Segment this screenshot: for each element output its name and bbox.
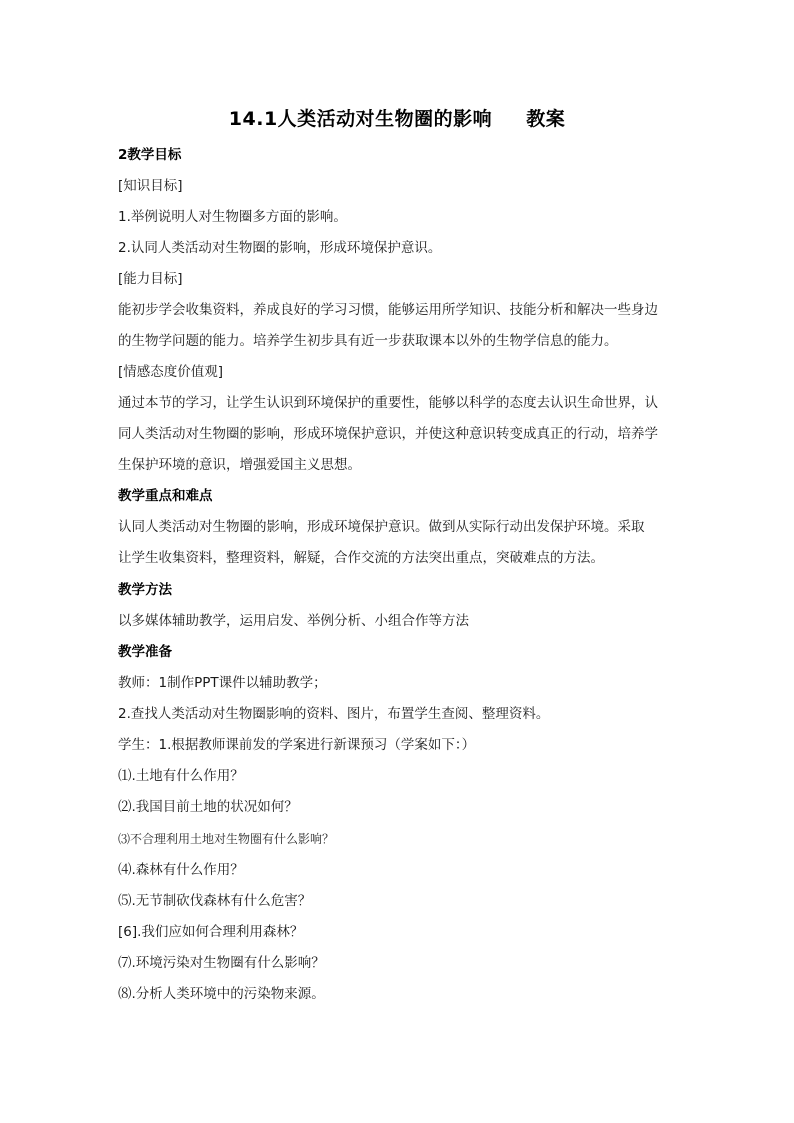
document-title-main: 14.1人类活动对生物圈的影响 xyxy=(228,108,493,130)
list-item: [6].我们应如何合理利用森林？ xyxy=(118,924,304,940)
heading-teaching-methods: 教学方法 xyxy=(118,582,172,598)
paragraph-line: 1.举例说明人对生物圈多方面的影响。 xyxy=(118,209,347,225)
list-item: ⑷.森林有什么作用？ xyxy=(118,862,244,878)
paragraph-line: 通过本节的学习，让学生认识到环境保护的重要性，能够以科学的态度去认识生命世界，认 xyxy=(118,395,658,411)
subheading-ability-goals: [能力目标] xyxy=(118,271,183,287)
paragraph-line: 生保护环境的意识，增强爱国主义思想。 xyxy=(118,457,361,473)
paragraph-line: 学生：1.根据教师课前发的学案进行新课预习（学案如下：） xyxy=(118,737,476,753)
paragraph-line: 让学生收集资料，整理资料，解疑，合作交流的方法突出重点，突破难点的方法。 xyxy=(118,550,604,566)
document-title-suffix: 教案 xyxy=(526,108,566,130)
paragraph-line: 能初步学会收集资料，养成良好的学习习惯，能够运用所学知识、技能分析和解决一些身边 xyxy=(118,302,658,318)
list-item: ⑻.分析人类环境中的污染物来源。 xyxy=(118,986,325,1002)
list-item: ⑴.土地有什么作用？ xyxy=(118,768,244,784)
subheading-emotional-goals: [情感态度价值观] xyxy=(118,364,224,380)
paragraph-line: 以多媒体辅助教学，运用启发、举例分析、小组合作等方法 xyxy=(118,613,469,629)
list-item: ⑺.环境污染对生物圈有什么影响？ xyxy=(118,955,325,971)
document-title xyxy=(0,104,794,131)
paragraph-line: 2.查找人类活动对生物圈影响的资料、图片，布置学生查阅、整理资料。 xyxy=(118,706,550,722)
paragraph-line: 认同人类活动对生物圈的影响，形成环境保护意识。做到从实际行动出发保护环境。采取 xyxy=(118,519,645,535)
heading-key-points: 教学重点和难点 xyxy=(118,488,213,504)
subheading-knowledge-goals: [知识目标] xyxy=(118,178,183,194)
list-item: ⑶不合理利用土地对生物圈有什么影响？ xyxy=(118,832,335,846)
heading-teaching-preparation: 教学准备 xyxy=(118,644,172,660)
list-item: ⑵.我国目前土地的状况如何？ xyxy=(118,799,298,815)
heading-teaching-goals: 2教学目标 xyxy=(118,147,182,163)
list-item: ⑸.无节制砍伐森林有什么危害？ xyxy=(118,893,312,909)
paragraph-line: 的生物学问题的能力。培养学生初步具有近一步获取课本以外的生物学信息的能力。 xyxy=(118,333,618,349)
paragraph-line: 2.认同人类活动对生物圈的影响，形成环境保护意识。 xyxy=(118,240,442,256)
paragraph-line: 教师：1制作PPT课件以辅助教学； xyxy=(118,675,327,691)
paragraph-line: 同人类活动对生物圈的影响，形成环境保护意识，并使这种意识转变成真正的行动，培养学 xyxy=(118,426,658,442)
